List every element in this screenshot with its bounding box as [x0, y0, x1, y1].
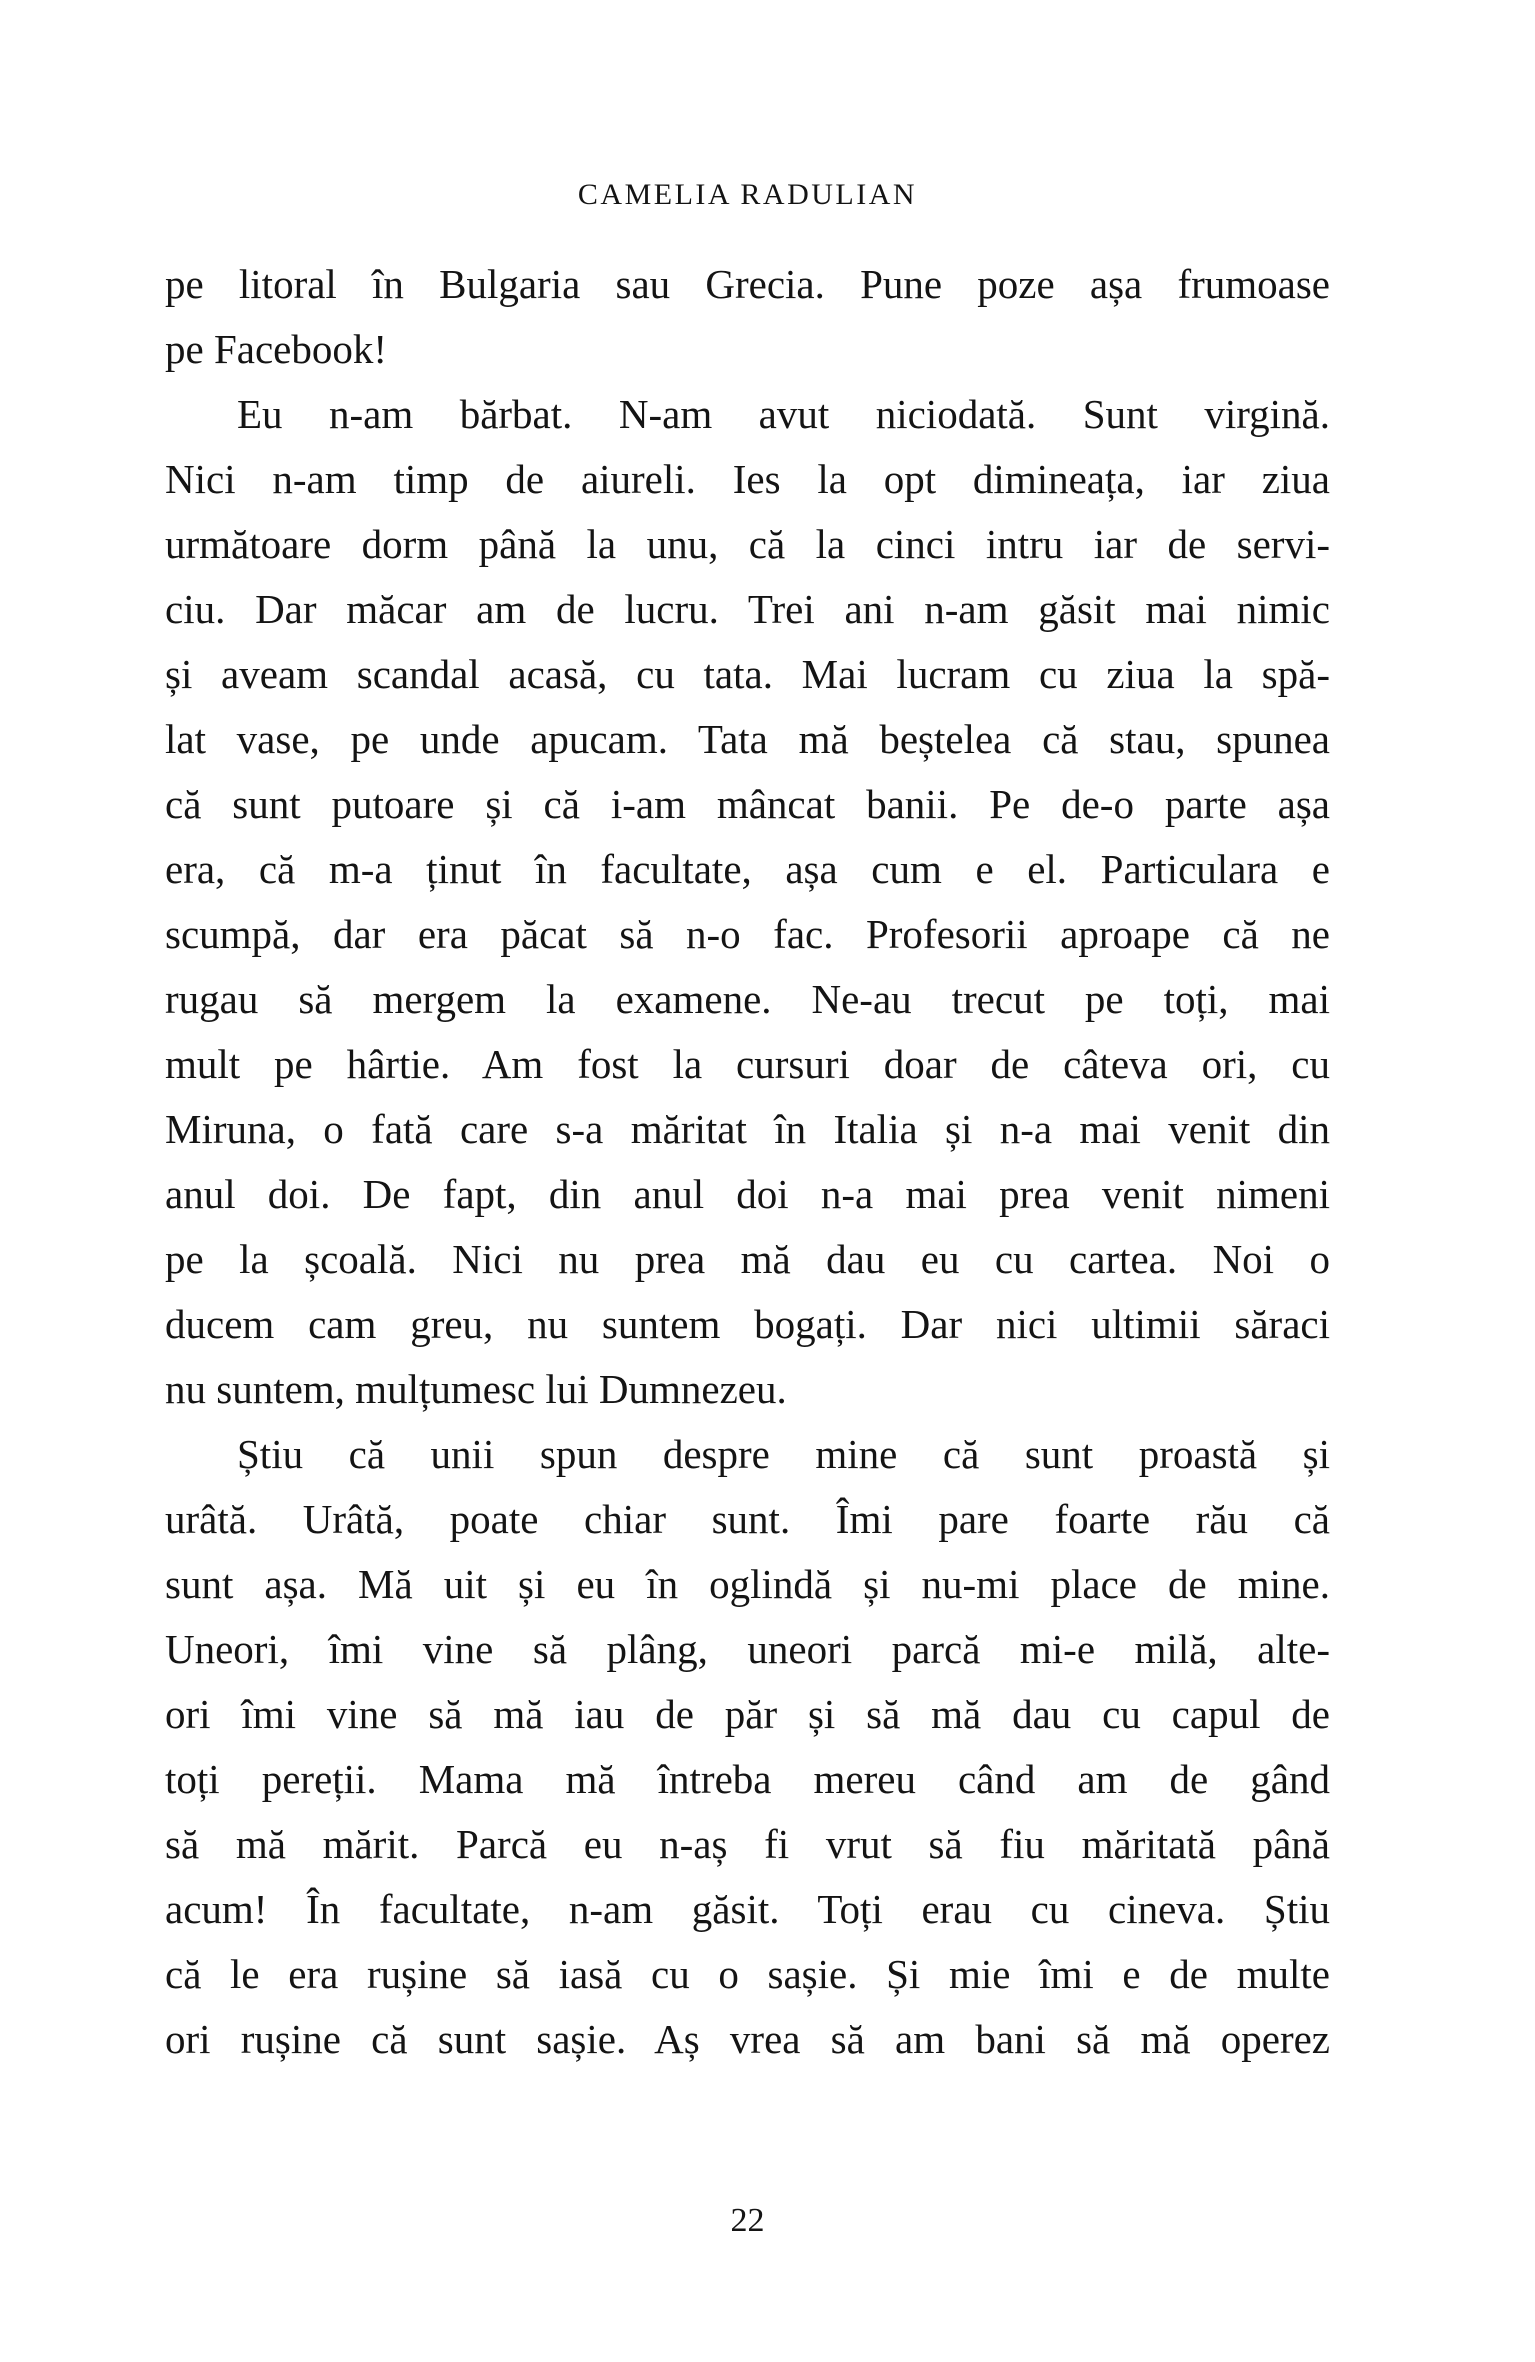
text-line: rugau să mergem la examene. Ne-au trecut pe toți, mai [165, 976, 1330, 1022]
text-line: pe Facebook! [165, 326, 387, 372]
page-number: 22 [730, 2202, 765, 2239]
text-line: Nici n-am timp de aiureli. Ies la opt dimineața, iar ziua [165, 456, 1330, 502]
text-line: ori îmi vine să mă iau de păr și să mă dau cu capul de [165, 1691, 1330, 1737]
text-line: nu suntem, mulțumesc lui Dumnezeu. [165, 1366, 787, 1412]
text-line: ducem cam greu, nu suntem bogați. Dar nici ultimii săraci [165, 1301, 1330, 1347]
text-line: Miruna, o fată care s-a măritat în Italia și n-a mai venit din [165, 1106, 1330, 1152]
text-line: mult pe hârtie. Am fost la cursuri doar de câteva ori, cu [165, 1041, 1330, 1087]
text-line: toți pereții. Mama mă întreba mereu când am de gând [165, 1756, 1330, 1802]
text-line: scumpă, dar era păcat să n-o fac. Profesorii aproape că ne [165, 911, 1330, 957]
text-line: pe la școală. Nici nu prea mă dau eu cu cartea. Noi o [165, 1236, 1330, 1282]
text-line: lat vase, pe unde apucam. Tata mă beștelea că stau, spunea [165, 716, 1330, 762]
text-line: și aveam scandal acasă, cu tata. Mai lucram cu ziua la spă- [165, 651, 1330, 697]
text-line: că sunt putoare și că i-am mâncat banii. Pe de-o parte așa [165, 781, 1330, 827]
page-body [165, 252, 1330, 2072]
text-line: sunt așa. Mă uit și eu în oglindă și nu-mi place de mine. [165, 1561, 1330, 1607]
text-line: Uneori, îmi vine să plâng, uneori parcă mi-e milă, alte- [165, 1626, 1330, 1672]
running-header: CAMELIA RADULIAN [577, 178, 918, 211]
text-line: să mă mărit. Parcă eu n-aș fi vrut să fiu măritată până [165, 1821, 1330, 1867]
text-line: Eu n-am bărbat. N-am avut niciodată. Sunt virgină. [237, 391, 1330, 437]
text-line: anul doi. De fapt, din anul doi n-a mai prea venit nimeni [165, 1171, 1330, 1217]
text-line: pe litoral în Bulgaria sau Grecia. Pune poze așa frumoase [165, 261, 1330, 307]
text-line: ciu. Dar măcar am de lucru. Trei ani n-am găsit mai nimic [165, 586, 1330, 632]
text-line: acum! În facultate, n-am găsit. Toți erau cu cineva. Știu [165, 1886, 1330, 1932]
text-line: urâtă. Urâtă, poate chiar sunt. Îmi pare foarte rău că [165, 1496, 1330, 1542]
text-line: era, că m-a ținut în facultate, așa cum e el. Particulara e [165, 846, 1330, 892]
text-line: ori rușine că sunt sașie. Aș vrea să am bani să mă operez [165, 2016, 1330, 2062]
text-line: Știu că unii spun despre mine că sunt proastă și [237, 1431, 1330, 1477]
text-line: că le era rușine să iasă cu o sașie. Și mie îmi e de multe [165, 1951, 1330, 1997]
text-line: următoare dorm până la unu, că la cinci intru iar de servi- [165, 521, 1330, 567]
